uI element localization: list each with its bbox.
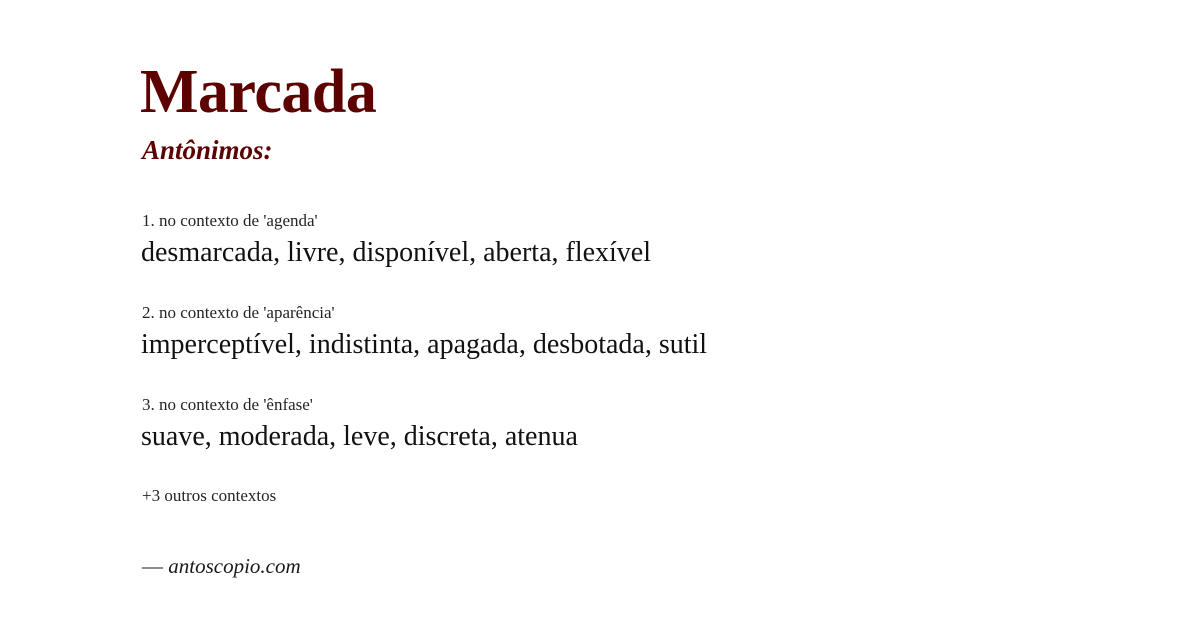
sense-number: 3.	[142, 394, 155, 414]
source-name: antoscopio.com	[168, 553, 301, 578]
page-title: Marcada	[140, 58, 377, 126]
sense-number: 2.	[142, 302, 155, 322]
sense-context	[142, 302, 1060, 324]
sense-context-text: no contexto de 'agenda'	[159, 211, 318, 231]
sense-context-text: no contexto de 'aparência'	[159, 302, 335, 322]
list-item	[140, 394, 1060, 456]
list-item	[140, 302, 1060, 364]
sense-context	[142, 210, 1060, 232]
sense-number: 1.	[142, 211, 155, 231]
em-dash: —	[142, 553, 163, 578]
section-label: Antônimos:	[142, 135, 273, 166]
sense-words: desmarcada, livre, disponível, aberta, flexível	[141, 237, 652, 269]
sense-words: suave, moderada, leve, discreta, atenua	[141, 420, 578, 452]
sense-context-text: no contexto de 'ênfase'	[159, 394, 313, 414]
more-contexts-label: +3 outros contextos	[142, 485, 277, 505]
sense-words: imperceptível, indistinta, apagada, desbotada, sutil	[141, 329, 708, 361]
list-item	[140, 210, 1060, 272]
sense-list	[140, 210, 1060, 456]
sense-context	[142, 394, 1060, 416]
source-attribution	[142, 554, 1060, 579]
